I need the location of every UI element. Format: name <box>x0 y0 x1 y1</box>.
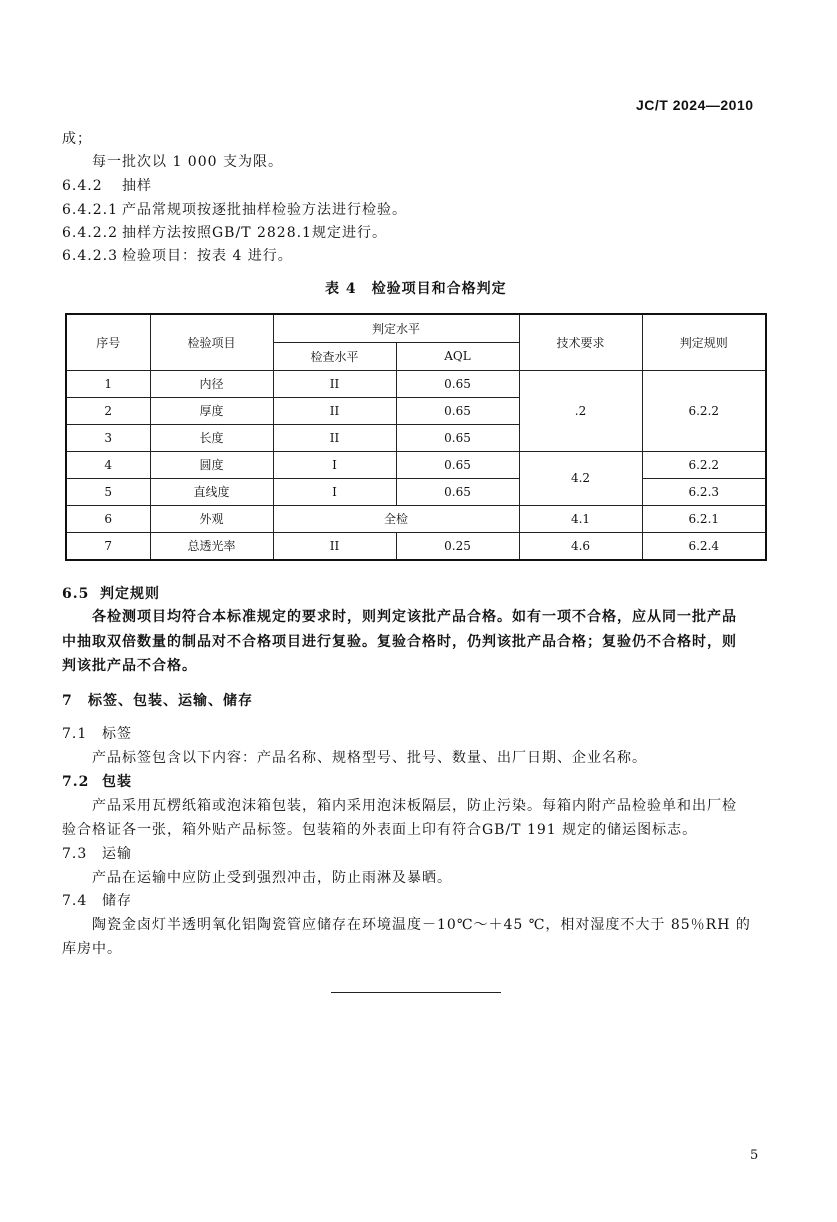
cell-aql: 0.25 <box>396 532 519 560</box>
cell-full-inspection: 全检 <box>273 505 519 532</box>
cell-item: 圆度 <box>150 451 273 478</box>
cell-seq: 2 <box>66 397 150 424</box>
cell-level: II <box>273 370 396 397</box>
section-number: 6.4.2.2 <box>62 225 118 241</box>
section-7-1-text: 产品标签包含以下内容：产品名称、规格型号、批号、数量、出厂日期、企业名称。 <box>92 750 647 766</box>
section-6-4-2-1 <box>62 200 407 220</box>
section-number: 6.4.2 <box>62 178 103 194</box>
cell-aql: 0.65 <box>396 451 519 478</box>
header-aql: AQL <box>396 342 519 370</box>
section-title: 运输 <box>102 846 132 862</box>
section-title: 抽样 <box>122 178 152 194</box>
header-seq: 序号 <box>66 314 150 370</box>
header-tech-req: 技术要求 <box>519 314 642 370</box>
continuation-text: 成； <box>62 131 92 147</box>
section-title: 判定规则 <box>100 586 160 602</box>
cell-aql: 0.65 <box>396 397 519 424</box>
section-number: 6.4.2.1 <box>62 202 118 218</box>
cell-rule: 6.2.1 <box>642 505 766 532</box>
inspection-table <box>65 313 767 561</box>
section-6-4-2 <box>62 176 152 196</box>
header-inspect-level: 检查水平 <box>273 342 396 370</box>
section-title: 储存 <box>102 893 132 909</box>
header-rule: 判定规则 <box>642 314 766 370</box>
section-title: 标签、包装、运输、储存 <box>88 693 253 709</box>
section-number: 7.1 <box>62 726 88 742</box>
table-row <box>66 532 766 560</box>
table-row <box>66 451 766 478</box>
cell-rule: 6.2.4 <box>642 532 766 560</box>
section-number: 7.3 <box>62 846 88 862</box>
cell-level: II <box>273 397 396 424</box>
cell-level: II <box>273 424 396 451</box>
section-6-4-2-3 <box>62 246 293 266</box>
cell-aql: 0.65 <box>396 370 519 397</box>
cell-seq: 7 <box>66 532 150 560</box>
paragraph-line: 判该批产品不合格。 <box>62 658 197 674</box>
cell-seq: 3 <box>66 424 150 451</box>
cell-seq: 1 <box>66 370 150 397</box>
cell-seq: 4 <box>66 451 150 478</box>
section-7-3-text: 产品在运输中应防止受到强烈冲击，防止雨淋及暴晒。 <box>92 870 452 886</box>
section-7-3-heading <box>62 844 132 864</box>
cell-item: 厚度 <box>150 397 273 424</box>
section-7-2-line2: 验合格证各一张，箱外贴产品标签。包装箱的外表面上印有符合GB/T 191 规定的储运图标志。 <box>62 822 698 838</box>
cell-tech-req: 4.2 <box>519 451 642 505</box>
section-title: 标签 <box>102 726 132 742</box>
cell-level: I <box>273 451 396 478</box>
section-6-4-2-2 <box>62 223 387 243</box>
cell-aql: 0.65 <box>396 478 519 505</box>
cell-tech-req: 4.1 <box>519 505 642 532</box>
page-number: 5 <box>750 1148 759 1163</box>
cell-aql: 0.65 <box>396 424 519 451</box>
cell-seq: 5 <box>66 478 150 505</box>
paragraph-line: 各检测项目均符合本标准规定的要求时，则判定该批产品合格。如有一项不合格，应从同一批产品 <box>92 609 737 625</box>
section-7-1-heading <box>62 724 132 744</box>
paragraph-line: 中抽取双倍数量的制品对不合格项目进行复验。复验合格时，仍判该批产品合格；复验仍不合格时，则 <box>62 634 737 650</box>
section-7-2-line1: 产品采用瓦楞纸箱或泡沫箱包装，箱内采用泡沫板隔层，防止污染。每箱内附产品检验单和出厂检 <box>92 798 737 814</box>
section-number: 6.5 <box>62 586 90 602</box>
end-rule <box>331 992 501 993</box>
section-6-5-heading <box>62 584 160 604</box>
batch-limit-text: 每一批次以 1 000 支为限。 <box>92 154 283 170</box>
cell-item: 总透光率 <box>150 532 273 560</box>
section-7-4-heading <box>62 891 132 911</box>
cell-rule: 6.2.2 <box>642 451 766 478</box>
cell-level: II <box>273 532 396 560</box>
cell-tech-req: .2 <box>519 370 642 451</box>
section-7-2-heading <box>62 772 132 792</box>
section-7-4-line1: 陶瓷金卤灯半透明氧化铝陶瓷管应储存在环境温度－10℃～＋45 ℃，相对湿度不大于 85％RH 的 <box>92 917 751 933</box>
cell-rule: 6.2.2 <box>642 370 766 451</box>
standard-code: JC/T 2024—2010 <box>636 97 754 113</box>
section-number: 7.2 <box>62 774 90 790</box>
cell-item: 直线度 <box>150 478 273 505</box>
section-7-heading <box>62 691 253 711</box>
table-row <box>66 370 766 397</box>
section-text: 产品常规项按逐批抽样检验方法进行检验。 <box>122 202 407 218</box>
table-row <box>66 478 766 505</box>
section-text: 抽样方法按照GB/T 2828.1规定进行。 <box>122 225 387 241</box>
header-judge-level: 判定水平 <box>273 314 519 342</box>
header-item: 检验项目 <box>150 314 273 370</box>
table-caption: 表 4 检验项目和合格判定 <box>325 281 507 297</box>
cell-rule: 6.2.3 <box>642 478 766 505</box>
section-title: 包装 <box>102 774 132 790</box>
cell-tech-req: 4.6 <box>519 532 642 560</box>
section-number: 6.4.2.3 <box>62 248 118 264</box>
section-7-4-line2: 库房中。 <box>62 941 122 957</box>
cell-item: 外观 <box>150 505 273 532</box>
cell-item: 内径 <box>150 370 273 397</box>
cell-item: 长度 <box>150 424 273 451</box>
section-number: 7.4 <box>62 893 88 909</box>
section-text: 检验项目：按表 4 进行。 <box>122 248 293 264</box>
cell-seq: 6 <box>66 505 150 532</box>
table-row <box>66 505 766 532</box>
section-number: 7 <box>62 693 73 709</box>
cell-level: I <box>273 478 396 505</box>
